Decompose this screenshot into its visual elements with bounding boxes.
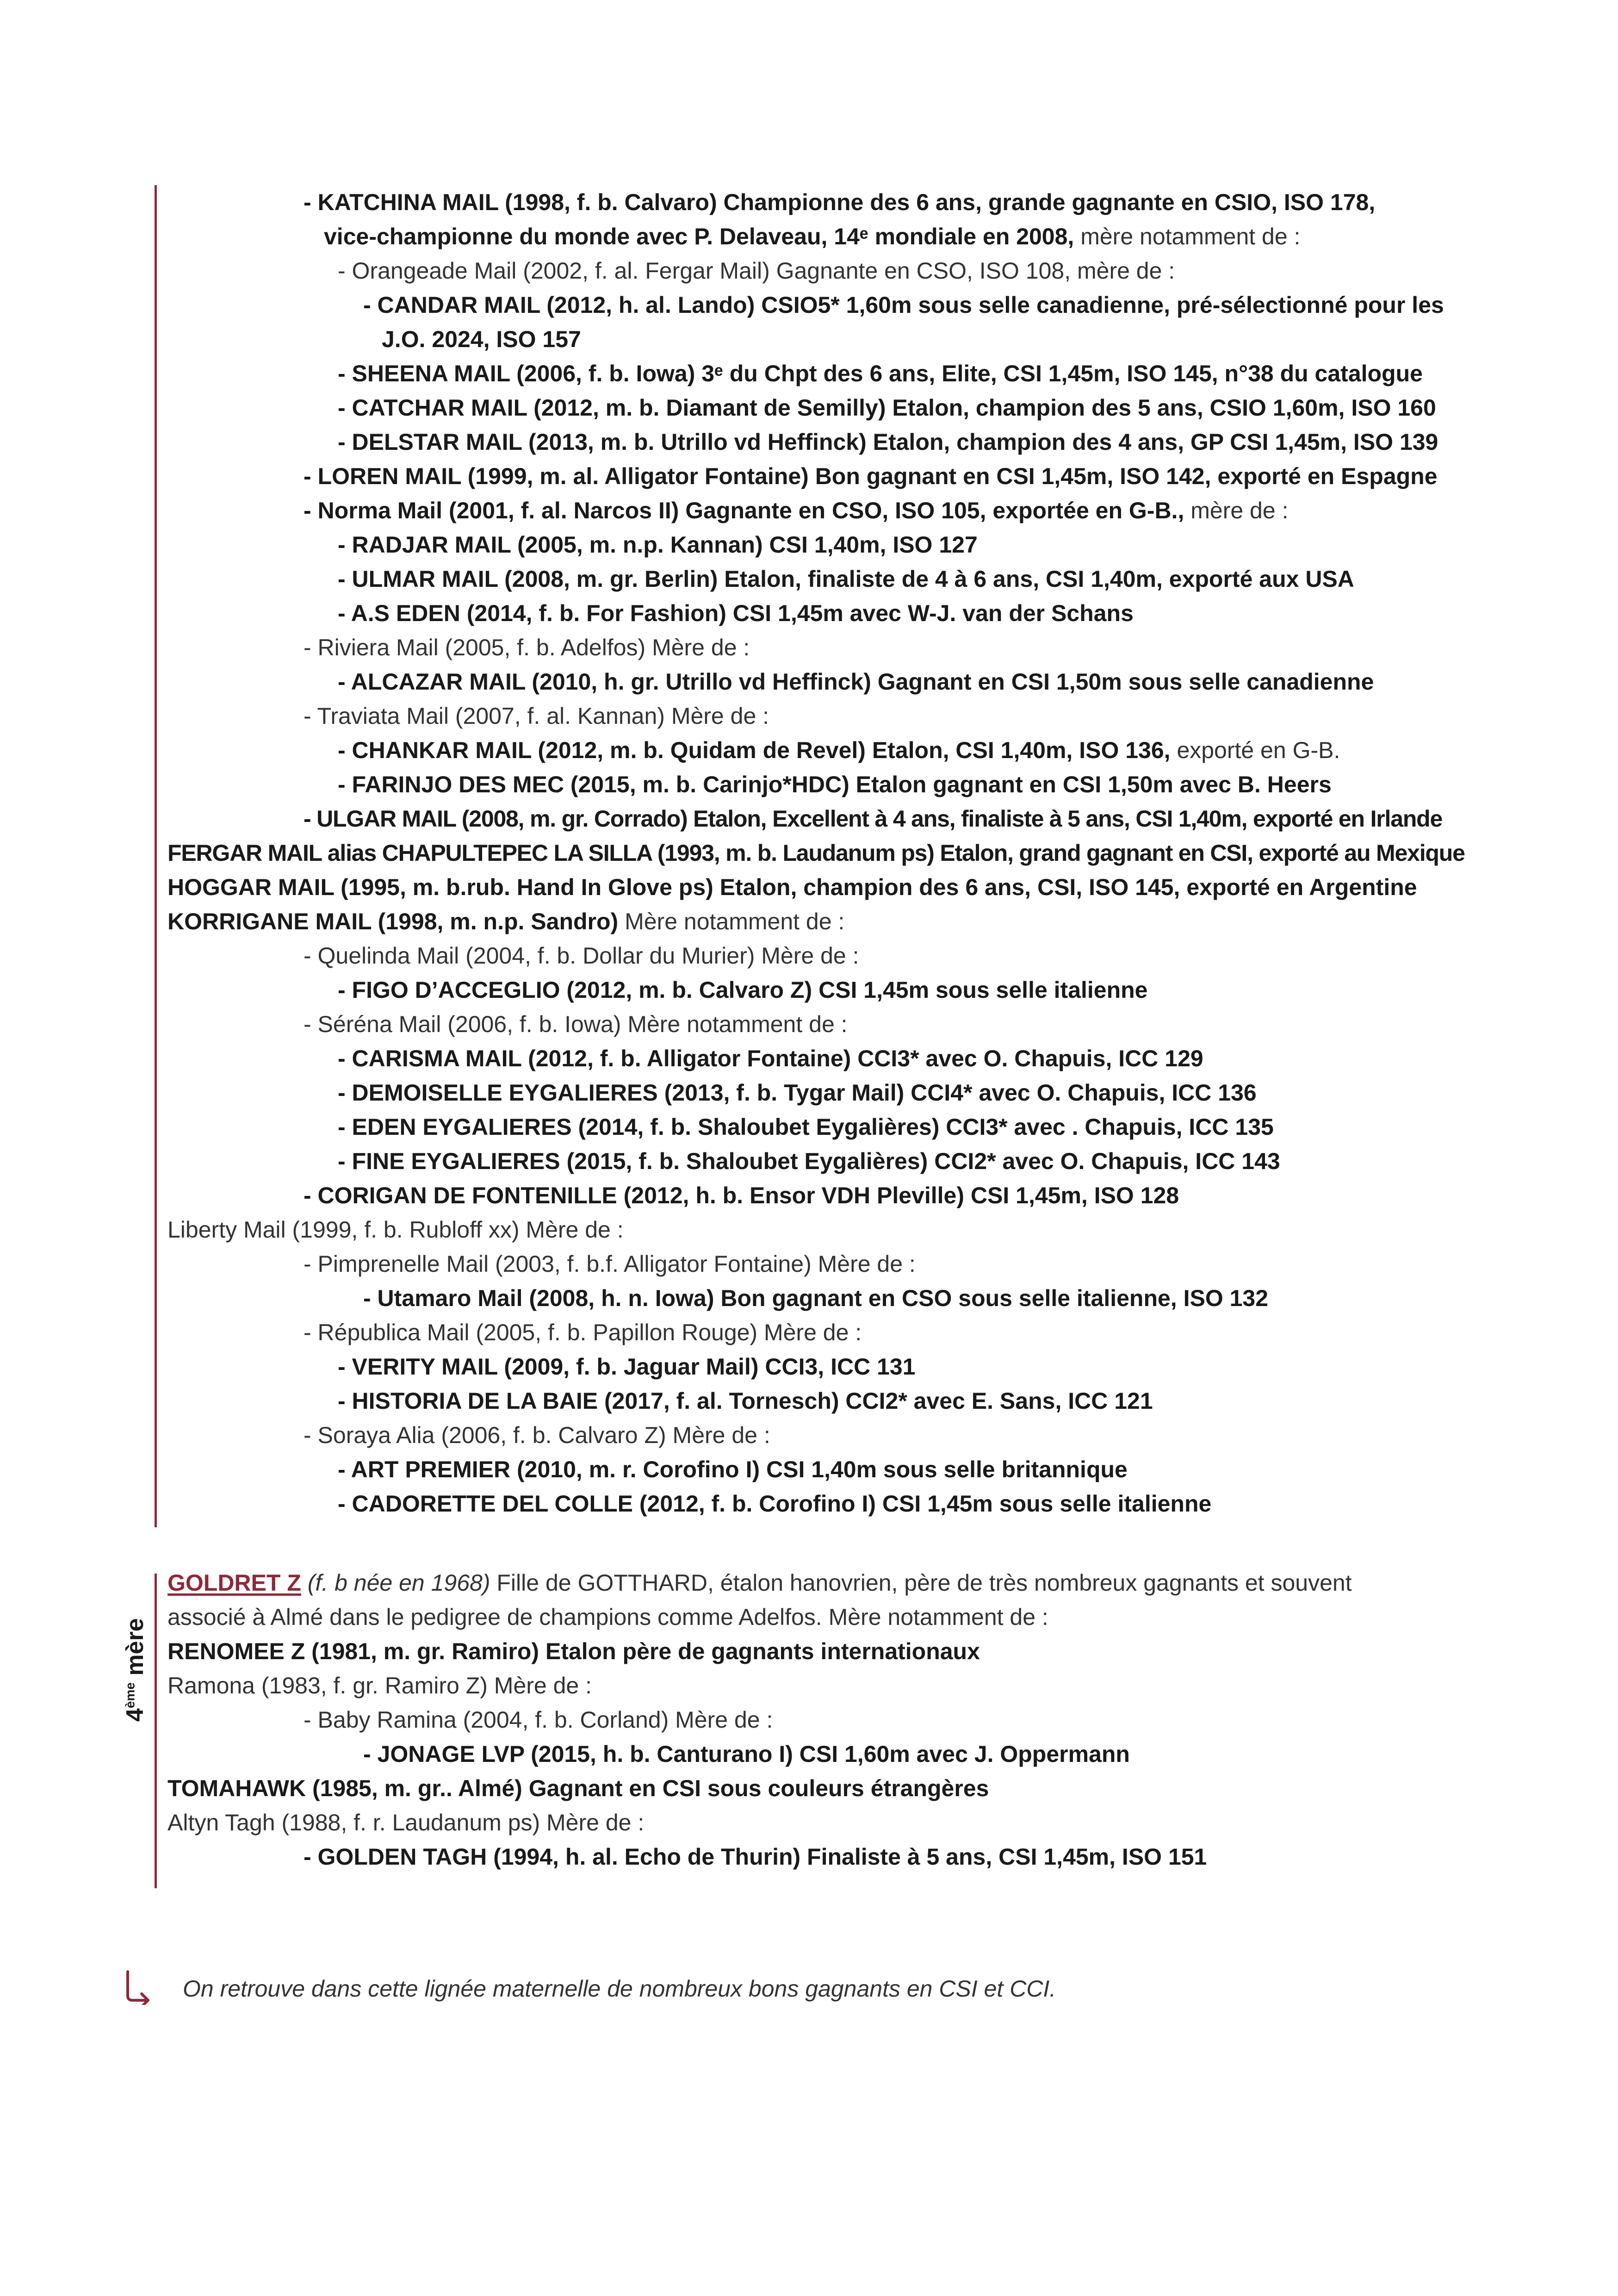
entry-bold-text: - FARINJO DES MEC (2015, m. b. Carinjo*HDC) Etalon gagnant en CSI 1,50m avec B. Heers xyxy=(338,772,1332,797)
entry-bold-text: - ALCAZAR MAIL (2010, h. gr. Utrillo vd Heffinck) Gagnant en CSI 1,50m sous selle canadienne xyxy=(338,669,1374,695)
entry-plain-text: mère notamment de : xyxy=(1074,224,1301,249)
list-item xyxy=(167,1634,980,1668)
list-item xyxy=(167,836,1465,870)
entry-plain-text: - Soraya Alia (2006, f. b. Calvaro Z) Mère de : xyxy=(304,1422,770,1448)
entry-plain-text: exporté en G-B. xyxy=(1170,737,1340,763)
entry-bold-text: - GOLDEN TAGH (1994, h. al. Echo de Thurin) Finaliste à 5 ans, CSI 1,45m, ISO 151 xyxy=(304,1844,1207,1870)
list-item xyxy=(304,1315,862,1350)
entry-bold-text: - CORIGAN DE FONTENILLE (2012, h. b. Ensor VDH Pleville) CSI 1,45m, ISO 128 xyxy=(304,1182,1179,1208)
generation-label: 4ème mère xyxy=(122,1618,149,1722)
entry-bold-text: HOGGAR MAIL (1995, m. b.rub. Hand In Glove ps) Etalon, champion des 6 ans, CSI, ISO 145, exporté en Argentine xyxy=(167,874,1417,900)
entry-plain-text: - Pimprenelle Mail (2003, f. b.f. Alligator Fontaine) Mère de : xyxy=(304,1251,916,1277)
list-item xyxy=(363,1737,1130,1771)
entry-bold-text: - ULGAR MAIL (2008, m. gr. Corrado) Etalon, Excellent à 4 ans, finaliste à 5 ans, CSI 1,40m, exporté en Irlande xyxy=(304,806,1443,832)
list-item xyxy=(167,870,1417,904)
list-item xyxy=(304,1703,773,1737)
return-arrow-icon xyxy=(121,1968,152,2005)
entry-plain-text: - Baby Ramina (2004, f. b. Corland) Mère de : xyxy=(304,1707,773,1733)
entry-bold-text: - VERITY MAIL (2009, f. b. Jaguar Mail) CCI3, ICC 131 xyxy=(338,1354,916,1380)
list-item xyxy=(304,802,1442,836)
list-item xyxy=(338,1384,1153,1418)
list-item xyxy=(338,665,1374,699)
list-item xyxy=(324,219,1300,254)
entry-bold-text: - DELSTAR MAIL (2013, m. b. Utrillo vd Heffinck) Etalon, champion des 4 ans, GP CSI 1,45m, ISO 139 xyxy=(338,429,1438,455)
list-item xyxy=(338,1041,1203,1076)
list-item xyxy=(304,1247,916,1281)
list-item xyxy=(167,1771,989,1805)
entry-bold-text: - CARISMA MAIL (2012, f. b. Alligator Fontaine) CCI3* avec O. Chapuis, ICC 129 xyxy=(338,1045,1203,1071)
entry-bold-text: - SHEENA MAIL (2006, f. b. Iowa) 3ᵉ du Chpt des 6 ans, Elite, CSI 1,45m, ISO 145, n°38 du catalogue xyxy=(338,361,1423,386)
entry-bold-text: - A.S EDEN (2014, f. b. For Fashion) CSI 1,45m avec W-J. van der Schans xyxy=(338,600,1134,626)
entry-plain-text: Mère notamment de : xyxy=(618,908,845,934)
entry-plain-text: - Orangeade Mail (2002, f. al. Fergar Mail) Gagnante en CSO, ISO 108, mère de : xyxy=(338,258,1175,284)
list-item xyxy=(304,1007,848,1041)
entry-bold-text: - KATCHINA MAIL (1998, f. b. Calvaro) Championne des 6 ans, grande gagnante en CSIO, ISO 178, xyxy=(304,189,1376,215)
section4-bracket-line xyxy=(155,1574,157,1888)
list-item xyxy=(304,185,1375,219)
list-item xyxy=(338,1110,1274,1144)
entry-bold-text: - RADJAR MAIL (2005, m. n.p. Kannan) CSI 1,40m, ISO 127 xyxy=(338,532,978,558)
list-item xyxy=(338,1487,1211,1521)
list-item xyxy=(363,288,1444,322)
list-item xyxy=(338,254,1175,288)
entry-bold-text: - Norma Mail (2001, f. al. Narcos II) Gagnante en CSO, ISO 105, exportée en G-B., xyxy=(304,498,1184,523)
entry-bold-text: J.O. 2024, ISO 157 xyxy=(382,326,581,352)
entry-bold-text: - Utamaro Mail (2008, h. n. Iowa) Bon gagnant en CSO sous selle italienne, ISO 132 xyxy=(363,1285,1269,1311)
lineage-bracket-line xyxy=(155,185,157,1527)
list-item xyxy=(338,391,1436,425)
list-item xyxy=(338,1076,1257,1110)
list-item xyxy=(167,1213,624,1247)
list-item xyxy=(304,1178,1179,1213)
entry-bold-text: RENOMEE Z (1981, m. gr. Ramiro) Etalon père de gagnants internationaux xyxy=(167,1638,980,1664)
list-item xyxy=(167,1600,1048,1634)
entry-plain-text: Ramona (1983, f. gr. Ramiro Z) Mère de : xyxy=(167,1673,592,1699)
list-item xyxy=(338,767,1332,802)
summary-note: On retrouve dans cette lignée maternelle de nombreux bons gagnants en CSI et CCI. xyxy=(183,1976,1056,2002)
entry-bold-text: - EDEN EYGALIERES (2014, f. b. Shaloubet Eygalières) CCI3* avec . Chapuis, ICC 135 xyxy=(338,1114,1274,1140)
entry-bold-text: - LOREN MAIL (1999, m. al. Alligator Fontaine) Bon gagnant en CSI 1,45m, ISO 142, exporté en Espagne xyxy=(304,463,1438,489)
list-item xyxy=(304,699,769,733)
entry-bold-text: - JONAGE LVP (2015, h. b. Canturano I) CSI 1,60m avec J. Oppermann xyxy=(363,1741,1130,1767)
list-item xyxy=(304,459,1438,493)
list-item xyxy=(304,493,1288,528)
list-item xyxy=(338,425,1438,459)
entry-plain-text: associé à Almé dans le pedigree de champions comme Adelfos. Mère notamment de : xyxy=(167,1604,1048,1630)
entry-bold-text: - CHANKAR MAIL (2012, m. b. Quidam de Revel) Etalon, CSI 1,40m, ISO 136, xyxy=(338,737,1171,763)
entry-plain-text: Altyn Tagh (1988, f. r. Laudanum ps) Mère de : xyxy=(167,1810,645,1836)
entry-bold-text: - FINE EYGALIERES (2015, f. b. Shaloubet Eygalières) CCI2* avec O. Chapuis, ICC 143 xyxy=(338,1148,1280,1174)
list-item xyxy=(338,1452,1128,1487)
list-item xyxy=(167,904,844,939)
list-item xyxy=(338,596,1134,630)
entry-plain-text: - Traviata Mail (2007, f. al. Kannan) Mère de : xyxy=(304,703,769,729)
entry-plain-text: Liberty Mail (1999, f. b. Rubloff xx) Mère de : xyxy=(167,1217,624,1243)
entry-bold-text: - CADORETTE DEL COLLE (2012, f. b. Corofino I) CSI 1,45m sous selle italienne xyxy=(338,1491,1212,1517)
entry-bold-text: - ART PREMIER (2010, m. r. Corofino I) CSI 1,40m sous selle britannique xyxy=(338,1456,1128,1482)
list-item xyxy=(338,562,1354,596)
section4-heading xyxy=(167,1566,1352,1600)
entry-bold-text: - CATCHAR MAIL (2012, m. b. Diamant de Semilly) Etalon, champion des 5 ans, CSIO 1,60m, ISO 160 xyxy=(338,395,1436,421)
dam-name-title: GOLDRET Z xyxy=(167,1570,301,1596)
entry-bold-text: vice-championne du monde avec P. Delaveau, 14ᵉ mondiale en 2008, xyxy=(324,224,1074,249)
list-item xyxy=(338,1144,1280,1178)
list-item xyxy=(363,1281,1268,1315)
entry-bold-text: - DEMOISELLE EYGALIERES (2013, f. b. Tygar Mail) CCI4* avec O. Chapuis, ICC 136 xyxy=(338,1080,1257,1106)
entry-bold-text: - ULMAR MAIL (2008, m. gr. Berlin) Etalon, finaliste de 4 à 6 ans, CSI 1,40m, exporté aux USA xyxy=(338,566,1354,592)
list-item xyxy=(338,1350,916,1384)
list-item xyxy=(304,630,750,665)
entry-plain-text: - Riviera Mail (2005, f. b. Adelfos) Mère de : xyxy=(304,635,750,660)
dam-birth-info: (f. b née en 1968) xyxy=(301,1570,490,1596)
list-item xyxy=(167,1668,592,1703)
entry-plain-text: - Républica Mail (2005, f. b. Papillon Rouge) Mère de : xyxy=(304,1319,862,1345)
entry-bold-text: - CANDAR MAIL (2012, h. al. Lando) CSIO5* 1,60m sous selle canadienne, pré-sélectionné pour les xyxy=(363,292,1444,318)
entry-bold-text: - FIGO D’ACCEGLIO (2012, m. b. Calvaro Z) CSI 1,45m sous selle italienne xyxy=(338,977,1148,1003)
entry-plain-text: - Quelinda Mail (2004, f. b. Dollar du Murier) Mère de : xyxy=(304,943,859,969)
list-item xyxy=(304,939,859,973)
entry-bold-text: FERGAR MAIL alias CHAPULTEPEC LA SILLA (1993, m. b. Laudanum ps) Etalon, grand gagnant en CSI, exporté au Mexique xyxy=(167,840,1465,866)
list-item xyxy=(304,1840,1207,1874)
entry-plain-text: - Séréna Mail (2006, f. b. Iowa) Mère notamment de : xyxy=(304,1011,848,1037)
entry-bold-text: - HISTORIA DE LA BAIE (2017, f. al. Tornesch) CCI2* avec E. Sans, ICC 121 xyxy=(338,1388,1153,1414)
list-item xyxy=(167,1805,644,1840)
entry-bold-text: TOMAHAWK (1985, m. gr.. Almé) Gagnant en CSI sous couleurs étrangères xyxy=(167,1775,989,1801)
list-item xyxy=(338,973,1148,1007)
dam-description: Fille de GOTTHARD, étalon hanovrien, père de très nombreux gagnants et souvent xyxy=(490,1570,1352,1596)
entry-bold-text: KORRIGANE MAIL (1998, m. n.p. Sandro) xyxy=(167,908,619,934)
entry-plain-text: mère de : xyxy=(1184,498,1289,523)
list-item xyxy=(338,528,978,562)
list-item xyxy=(382,322,581,356)
list-item xyxy=(338,356,1423,391)
list-item xyxy=(304,1418,770,1452)
list-item xyxy=(338,733,1340,767)
